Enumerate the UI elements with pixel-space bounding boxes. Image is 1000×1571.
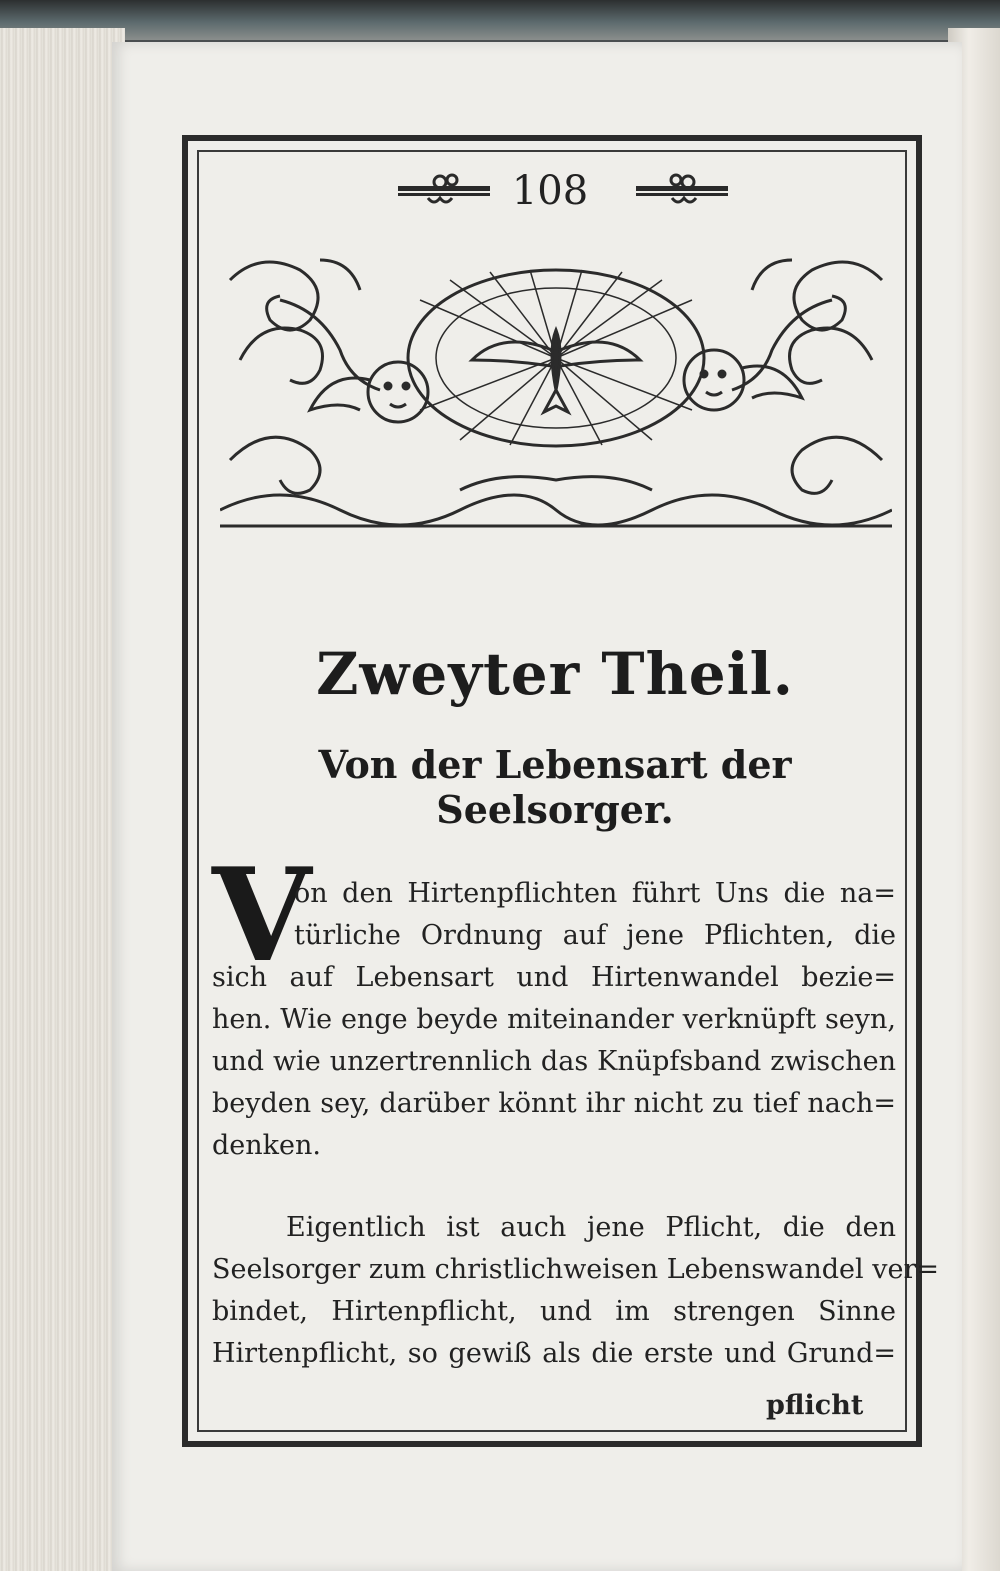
text-line: denken. — [212, 1130, 321, 1161]
text-line: on den Hirtenpflichten führt Uns die na= — [294, 878, 896, 909]
text-line: bindet, Hirtenpflicht, und im strengen Sinne — [212, 1296, 896, 1327]
text-line: und wie unzertrennlich das Knüpfsband zwischen — [212, 1046, 896, 1077]
text-line: Hirtenpflicht, so gewiß als die erste und Grund= — [212, 1338, 896, 1369]
catchword: pflicht — [766, 1390, 864, 1421]
text-line: beyden sey, darüber könnt ihr nicht zu tief nach= — [212, 1088, 896, 1119]
drop-cap: V — [212, 841, 312, 991]
part-subtitle: Von der Lebensart der Seelsorger. — [318, 742, 792, 832]
page-stack-edge — [0, 28, 125, 1571]
fleuron-icon — [636, 172, 728, 206]
page-number: 108 — [511, 168, 589, 214]
text-line: Eigentlich ist auch jene Pflicht, die den — [286, 1212, 896, 1243]
fleuron-icon — [398, 172, 490, 206]
text-line: sich auf Lebensart und Hirtenwandel bezie= — [212, 962, 896, 993]
book-top-edge — [0, 0, 1000, 40]
text-line: hen. Wie enge beyde miteinander verknüpft seyn, — [212, 1004, 896, 1035]
dove-cherubs-woodcut-icon — [220, 240, 892, 532]
part-title: Zweyter Theil. — [316, 640, 794, 708]
text-line: türliche Ordnung auf jene Pflichten, die — [294, 920, 896, 951]
text-line: Seelsorger zum christlichweisen Lebenswandel ver= — [212, 1254, 939, 1285]
